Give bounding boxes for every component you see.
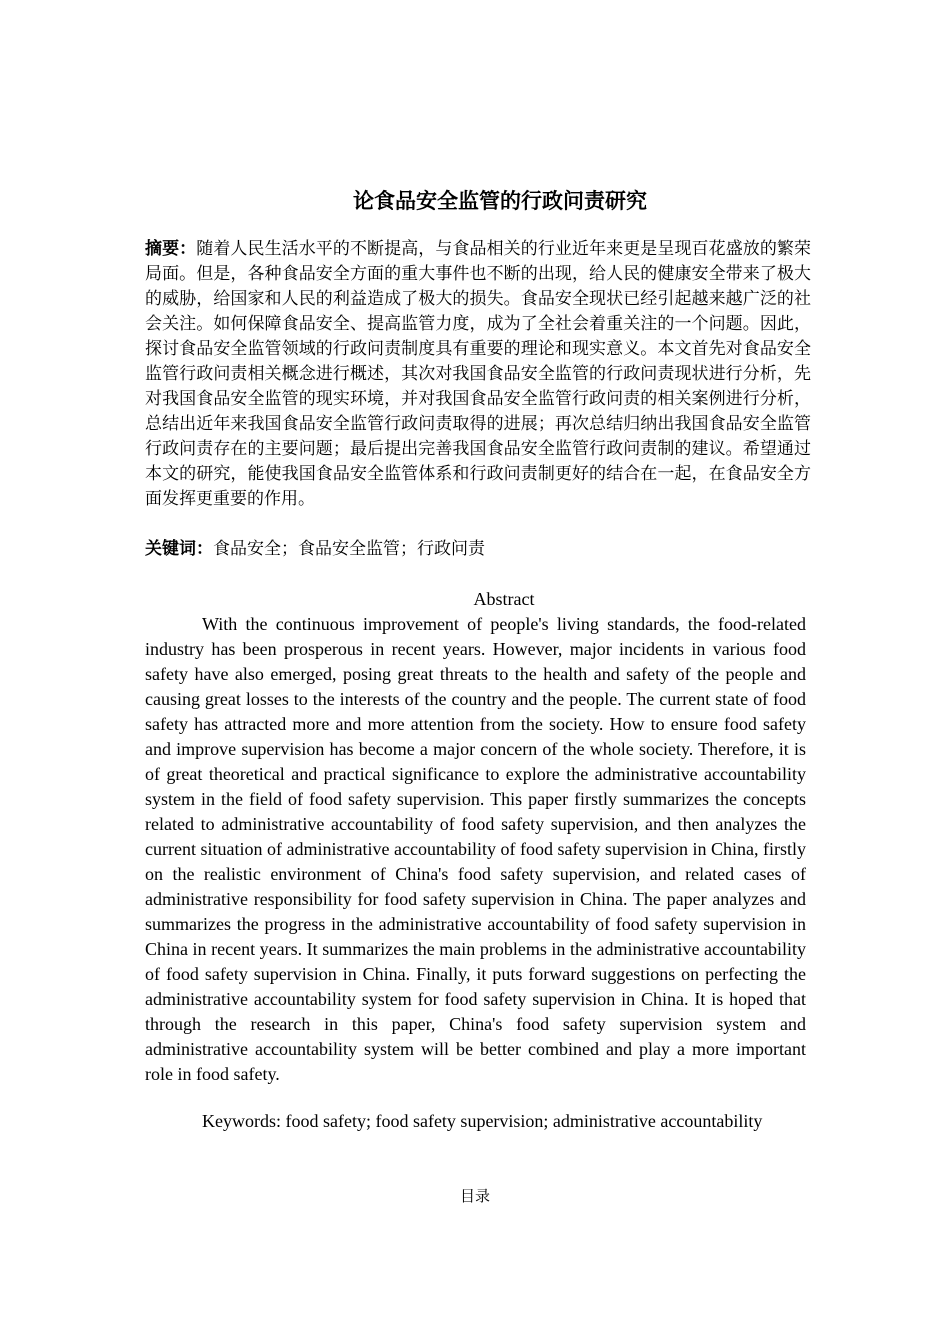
abstract-en-text: With the continuous improvement of people's living standards, the food-related industry has been prosperous in recent years. However, major incidents in various food safety have also emerged, posing great threats to the health and safety of the people and causing great losses to the interests of the country and the people. The current state of food safety has attracted more and more attention from the society. How to ensure food safety and improve supervision has become a major concern of the whole society. Therefore, it is of great theoretical and practical significance to explore the administrative accountability system in the field of food safety supervision. This paper firstly summarizes the concepts related to administrative accountability of food safety supervision, and then analyzes the current situation of administrative accountability of food safety supervision in China, firstly on the realistic environment of China's food safety supervision, and related cases of administrative responsibility for food safety supervision in China. The paper analyzes and summarizes the progress in the administrative accountability of food safety supervision in China in recent years. It summarizes the main problems in the administrative accountability of food safety supervision in China. Finally, it puts forward suggestions on perfecting the administrative accountability system for food safety supervision in China. It is hoped that through the research in this paper, China's food safety supervision system and administrative accountability system will be better combined and play a more important role in food safety. [145,614,806,1084]
toc-heading: 目录 [459,1187,490,1205]
keywords-cn-text: 食品安全；食品安全监管；行政问责 [213,539,485,559]
keywords-en: Keywords: food safety; food safety supervision; administrative accountability [202,1111,763,1131]
keywords-cn [145,537,811,562]
abstract-cn-label: 摘要： [145,239,197,259]
abstract-cn [145,237,811,512]
keywords-cn-label: 关键词： [145,539,213,559]
abstract-en-heading: Abstract [473,589,535,609]
abstract-cn-text: 随着人民生活水平的不断提高，与食品相关的行业近年来更是呈现百花盛放的繁荣局面。但是，各种食品安全方面的重大事件也不断的出现，给人民的健康安全带来了极大的威胁，给国家和人民的利益造成了极大的损失。食品安全现状已经引起越来越广泛的社会关注。如何保障食品安全、提高监管力度，成为了全社会着重关注的一个问题。因此，探讨食品安全监管领域的行政问责制度具有重要的理论和现实意义。本文首先对食品安全监管行政问责相关概念进行概述，其次对我国食品安全监管的行政问责现状进行分析，先对我国食品安全监管的现实环境，并对我国食品安全监管行政问责的相关案例进行分析，总结出近年来我国食品安全监管行政问责取得的进展；再次总结归纳出我国食品安全监管行政问责存在的主要问题；最后提出完善我国食品安全监管行政问责制的建议。希望通过本文的研究，能使我国食品安全监管体系和行政问责制更好的结合在一起，在食品安全方面发挥更重要的作用。 [145,239,812,509]
page-title: 论食品安全监管的行政问责研究 [353,189,647,213]
